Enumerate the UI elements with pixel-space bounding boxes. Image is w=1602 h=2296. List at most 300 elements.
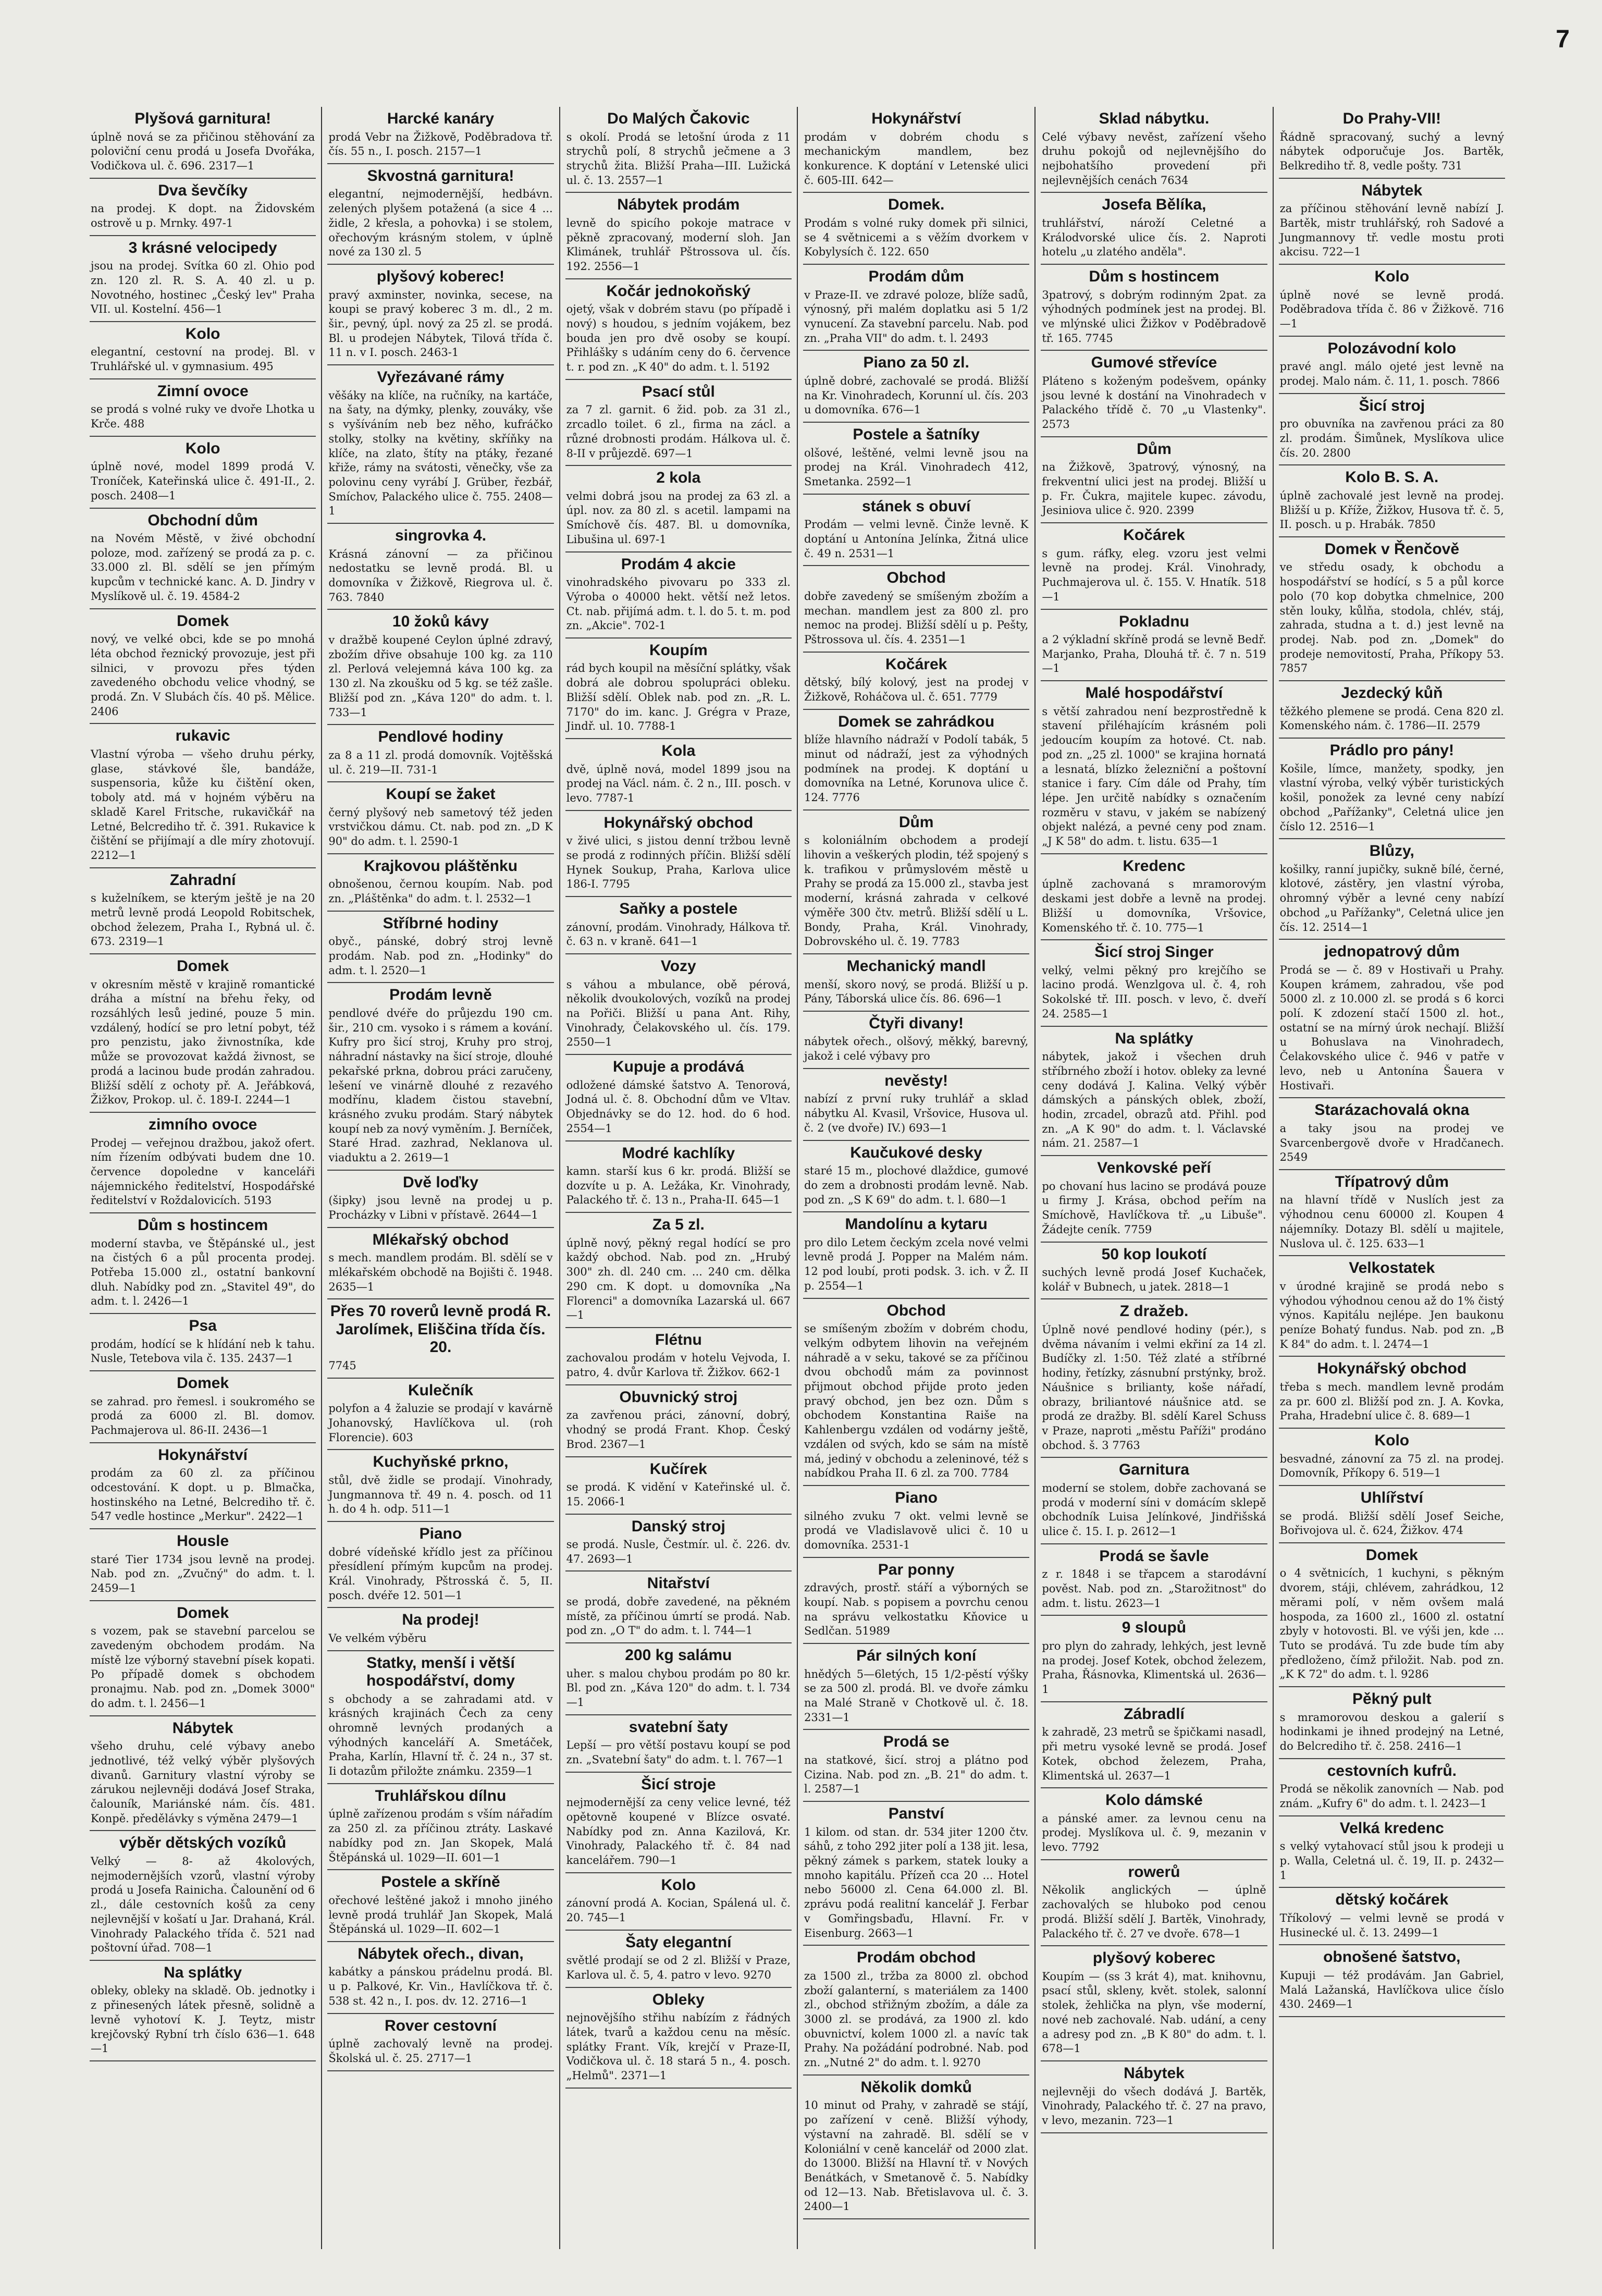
ad-headline: Čtyři divany! (869, 1014, 964, 1032)
ad-text: prodám za 60 zl. za příčinou odcestování. K dopt. u p. Blmačka, hostinského na Letné, Belcrediho tř. č. 547 vedle hostince „Merkur". 2422—1 (91, 1467, 315, 1523)
ad-text: za zavřenou práci, zánovní, dobrý, vhodný se prodá Frant. Khop. Český Brod. 2367—1 (566, 1409, 791, 1451)
ad-headline: Koupí se žaket (386, 785, 496, 803)
ad-headline: Obchod (886, 569, 946, 587)
classified-ad (803, 710, 1029, 811)
classified-ad (327, 1870, 553, 1942)
ad-column-6 (1277, 107, 1510, 2249)
classified-ad (565, 811, 792, 897)
ad-text: pro plyn do zahrady, lehkých, jest levně na prodej. Josef Kotek, obchod železem, Praha, Řásnovka, Klimentská ul. 2636—1 (1042, 1639, 1266, 1696)
classified-ad (565, 639, 792, 739)
ad-text: se prodá. Bližší sdělí Josef Seiche, Bořivojova ul. č. 624, Žižkov. 474 (1279, 1509, 1504, 1537)
ad-headline: Modré kachlíky (622, 1144, 735, 1162)
ad-text: uher. s malou chybou prodám po 80 kr. Bl. pod zn. „Káva 120" do adm. t. l. 734—1 (566, 1667, 791, 1709)
ad-text: s koloniálním obchodem a prodejí lihovin a veškerých plodin, též spojený s k. trafikou v průmyslovém městě u Prahy se prodá za 15.000 zl., stavba jest moderní, krásná zahrada v celkové výměře 300 čtv. metrů. Bližší sdělí u L. Bondy, Praha, Král. Vinohrady, Dobrovského ul. č. 19. 7783 (804, 834, 1029, 948)
classified-ad (1279, 107, 1505, 179)
ad-headline: Dům (898, 813, 934, 831)
classified-ad (803, 265, 1029, 351)
ad-text: zánovní, prodám. Vinohrady, Hálkova tř. č. 63 n. v kraně. 641—1 (566, 920, 791, 948)
classified-ad (803, 1212, 1029, 1298)
classified-ad (327, 1942, 553, 2014)
ad-headline: Nábytek (1124, 2065, 1185, 2082)
ad-headline: Nábytek prodám (617, 196, 740, 214)
classified-ad (565, 380, 792, 466)
classified-ad (327, 524, 553, 610)
ad-headline: Rover cestovní (384, 2017, 497, 2034)
ad-headline: Kolo B. S. A. (1345, 469, 1439, 486)
ad-headline: Kulečník (408, 1381, 474, 1399)
ad-text: Ve velkém výběru (328, 1631, 427, 1644)
ad-text: pro obuvníka na zavřenou práci za 80 zl. prodám. Šimůnek, Myslíkova ulice čís. 20. 2800 (1279, 418, 1504, 459)
classified-ad (803, 2076, 1029, 2219)
classified-ad (327, 610, 553, 725)
classified-ad (803, 107, 1029, 193)
ad-headline: dětský kočárek (1335, 1891, 1449, 1909)
classified-ad (90, 1371, 316, 1443)
ad-headline: Domek (1365, 1546, 1418, 1564)
ad-headline: Hokynářský obchod (603, 814, 754, 831)
ad-text: 7745 (328, 1359, 356, 1372)
ad-text: na hlavní třídě v Nuslích jest za výhodnou cenu 60000 zl. Koupen 4 nájemníky. Dotazy Bl. sdělí u majitele, Nuslova ul. č. 125. 633—1 (1279, 1194, 1504, 1250)
ad-headline: Prodám dům (868, 268, 964, 286)
ad-headline: Dvě loďky (403, 1173, 478, 1191)
classified-ad (327, 164, 553, 265)
ad-text: obleky, obleky na skladě. Ob. jednotky i z přinesených látek přesně, solidně a levně vyhotoví K. J. Teytz, mistr krejčovský Rybní trh číslo 636—1. 648—1 (91, 1984, 315, 2055)
classified-ad (565, 1773, 792, 1873)
classified-ad (90, 1529, 316, 1601)
classified-ad (1041, 2061, 1267, 2133)
ad-headline: Saňky a postele (619, 900, 738, 918)
ad-text: zánovní prodá A. Kocian, Spálená ul. č. 20. 745—1 (566, 1897, 791, 1924)
classified-ad (1041, 265, 1267, 351)
ad-text: na statkové, šicí. stroj a plátno pod Cizina. Nab. pod zn. „B. 21" do adm. t. l. 2587—1 (804, 1753, 1029, 1796)
classified-ad (565, 1643, 792, 1715)
ad-text: velmi dobrá jsou na prodej za 63 zl. a úpl. nov. za 80 zl. s acetil. lampami na Smíchově čís. 487. Bl. u domovníka, Libušina ul. 697-1 (566, 489, 791, 546)
ad-text: odložené dámské šatstvo A. Tenorová, Jodná ul. č. 8. Obchodní dům ve Vltav. Objednávky se do 12. hod. do 6 hod. 2554—1 (566, 1078, 791, 1135)
classified-ad (1279, 1816, 1505, 1888)
ad-headline: Hokynářství (871, 110, 962, 127)
ad-text: v úrodné krajině se prodá nebo s výhodou výhodnou cenou až do 1% čistý výnos. Kapitálu nejlépe. Jen baukonu peníze Bohatý fundus. Nab. pod zn. „B K 84" do adm. t. l. 2474—1 (1279, 1280, 1504, 1350)
classified-ad (327, 265, 553, 365)
ad-headline: Statky, menší i větší hospodářství, domy (366, 1654, 515, 1690)
classified-ad (327, 1784, 553, 1870)
ad-text: těžkého plemene se prodá. Cena 820 zl. Komenského nám. č. 1786—II. 2579 (1279, 705, 1504, 732)
classified-ad (1279, 394, 1505, 466)
ad-text: Koupím — (ss 3 krát 4), mat. knihovnu, psací stůl, skleny, květ. stolek, salonní stolek, žehlička na plyn, vše moderní, nové neb zachovalé. Nab. udání, a ceny a adresy pod zn. „B K 80" do adm. t. l. 678—1 (1042, 1970, 1266, 2055)
classified-ad (565, 1055, 792, 1141)
ad-text: se prodá, dobře zavedené, na pěkném místě, za příčinou úmrtí se prodá. Nab. pod zn. „O T" do adm. t. l. 744—1 (566, 1595, 791, 1637)
ad-text: se zahrad. pro řemesl. i soukromého se prodá za 6000 zl. Bl. domov. Pachmajerova ul. 86-II. 2436—1 (91, 1395, 315, 1437)
classified-ad (803, 495, 1029, 567)
ad-headline: Venkovské peří (1097, 1159, 1211, 1177)
classified-ad (1279, 465, 1505, 537)
ad-text: silného zvuku 7 okt. velmi levně se prodá ve Vladislavově ulici č. 10 u domovníka. 2531-1 (804, 1509, 1029, 1551)
classified-ad (1041, 610, 1267, 682)
classified-ad (565, 897, 792, 954)
ad-headline: Kupuje a prodává (612, 1058, 744, 1076)
ad-headline: Dům (1137, 440, 1172, 458)
ad-headline: Koupím (649, 641, 708, 659)
classified-ad (90, 724, 316, 868)
ad-text: úplně zachovalé jest levně na prodej. Bližší u p. Kříže, Žižkov, Husova tř. č. 5, II. posch. u p. Hrabák. 7850 (1279, 489, 1504, 531)
ad-headline: plyšový koberec! (376, 268, 505, 286)
ad-headline: Malé hospodářství (1085, 684, 1223, 702)
ad-text: 10 minut od Prahy, v zahradě se stájí, po zařízení v ceně. Bližší výhody, výstavní na zahradě. Bl. sdělí se v Koloniální v ceně kancelář od 2000 zlat. do 13000. Bližší na Hlavní tř. v Nových Benátkách, v Smetanově č. 5. Nabídky od 12—13. Nab. Břetislavova ul. č. 3. 2400—1 (804, 2099, 1029, 2213)
ad-text: za 7 zl. garnit. 6 žid. pob. za 31 zl., zrcadlo toilet. 6 zl., firma na zácl. a různé drobnosti prodám. Hálkova ul. č. 8-II v průjezdě. 697—1 (566, 403, 791, 460)
ad-headline: Gumové střevíce (1091, 354, 1217, 372)
ad-text: se prodá. Nusle, Čestmír. ul. č. 226. dv. 47. 2693—1 (566, 1538, 791, 1565)
classified-ad (803, 1644, 1029, 1730)
ad-text: blíže hlavního nádraží v Podolí tabák, 5 minut od nádraží, jest za výhodných podmínek na prodej. K doptání u domovníka na Letné, Korunova ulice č. 124. 7776 (804, 733, 1029, 804)
ad-headline: výběr dětských vozíků (119, 1834, 287, 1852)
ad-headline: Mechanický mandl (846, 957, 986, 975)
ad-headline: Piano za 50 zl. (863, 354, 969, 372)
ad-text: moderní se stolem, dobře zachovaná se prodá v moderní síni v domácím sklepě obchodník Luisa Jelínkové, Jindřišská ulice č. 15. I. p. 2612—1 (1042, 1481, 1266, 1538)
ad-text: nábytek, jakož i všechen druh stříbrného zboží i hotov. obleky za levné ceny dodává J. Kalina. Velký výběr dámských a pánských oblek, zboží, hodin, zrcadel, obrazů atd. Přihl. pod zn. „A K 90" do adm. t. l. Václavské nám. 21. 2587—1 (1042, 1050, 1266, 1150)
classified-ad (803, 1802, 1029, 1946)
ad-text: Prodá se několik zanovních — Nab. pod znám. „Kufry 6" do adm. t. l. 2423—1 (1279, 1783, 1504, 1810)
ad-headline: Na splátky (1115, 1029, 1193, 1047)
classified-ad (1041, 523, 1267, 609)
classified-ad (90, 1601, 316, 1716)
classified-ad (565, 279, 792, 380)
ad-text: věšáky na klíče, na ručníky, na kartáče, na šaty, na dýmky, plenky, zouváky, vše s vyšíváním neb bez něho, kufráčko stolky, stolky na květiny, skříňky na klíče, na zlato, štíty na ptáky, řezané křiže, rámy na svátosti, věnečky, vše za polovinu ceny vyrábí J. Grüber, řezbář, Smíchov, Palackého ulice č. 755. 2408—1 (328, 389, 553, 518)
ad-headline: Velkostatek (1349, 1259, 1435, 1277)
ad-headline: Dům s hostincem (1089, 268, 1219, 286)
classified-ad (565, 466, 792, 552)
ad-text: Lepší — pro větší postavu koupí se pod zn. „Svatební šaty" do adm. t. l. 767—1 (566, 1739, 791, 1766)
ad-text: Řádně spracovaný, suchý a levný nábytek odporučuje Jos. Bartěk, Belkrediho tř. 8, vedle pošty. 731 (1279, 130, 1504, 172)
ad-text: Prodej — veřejnou dražbou, jakož ofert. ním řízením odbývati budem dne 10. července dopoledne v kanceláři nájemnického ředitelství, Hospodářské ředitelství v Roždalovicích. 5193 (91, 1136, 315, 1207)
ad-headline: Kolo (185, 325, 220, 342)
ad-text: černý plyšový neb sametový též jeden vrstvičkou dámu. Ct. nab. pod zn. „D K 90" do adm. t. l. 2590-1 (328, 806, 553, 848)
classified-ad (1041, 1544, 1267, 1616)
ad-text: pravé angl. málo ojeté jest levně na prodej. Malo nám. č. 11, 1. posch. 7866 (1279, 360, 1504, 387)
ad-headline: Z dražeb. (1119, 1303, 1189, 1320)
ad-headline: Uhlířství (1360, 1489, 1423, 1506)
ad-headline: nevěsty! (884, 1072, 948, 1089)
ad-text: dobře zavedený se smíšeným zbožím a mechan. mandlem jest za 800 zl. pro nemoc na prodej. Bližší sdělí u p. Pešty, Pštrossova ul. čís. 4. 2351—1 (804, 590, 1029, 646)
classified-ad (327, 1228, 553, 1300)
classified-ad (565, 552, 792, 639)
ad-text: hnědých 5—6letých, 15 1/2-pěstí výšky se za 500 zl. prodá. Bl. ve dvoře zámku na Malé Straně v Chotkově ul. č. 18. 2331—1 (804, 1667, 1029, 1724)
ad-text: Krásná zánovní — za přičinou nedostatku se levně prodá. Bl. u domovníka v Žižkově, Riegrova ul. č. 763. 7840 (328, 547, 553, 604)
ad-headline: Zimní ovoce (157, 382, 249, 400)
classified-ad (565, 1873, 792, 1931)
ad-text: za 8 a 11 zl. prodá domovník. Vojtěšská ul. č. 219—II. 731-1 (328, 748, 553, 776)
ad-text: v okresním městě v krajině romantické dráha a místní na břehu řeky, od rozsáhlých lesů jediné, pouze 5 min. vzdálený, hodící se pro letní pobyt, též pro penzistu, jako živnostníka, kde může se provozovat každá živnost, se prodá a lacinou bude prodán zahradou. Bližší sdělí z ochoty př. A. Jeřábková, Žižkov, Prokop. ul. č. 189-I. 2244—1 (91, 978, 315, 1107)
classified-ad (90, 107, 316, 179)
ad-headline: Kolo (185, 439, 220, 457)
ad-text: s obchody a se zahradami atd. v krásných krajinách Čech za ceny ohromně levných prodaných a výhodných kanceláří A. Smetáček, Praha, Karlín, Hlavní tř. č. 24 n., 37 st. Ii dotazům přiložte známku. 2359—1 (328, 1692, 553, 1778)
classified-ad (1041, 681, 1267, 854)
classified-ad (1279, 940, 1505, 1098)
classified-ads-columns (88, 107, 1510, 2249)
ad-text: v dražbě koupené Ceylon úplné zdravý, zbožím dřive obsahuje 100 kg. za 110 zl. Perlová velejemná káva 100 kg. za 130 zl. Na zkoušku od 5 kg. se též zašle. Bližší pod zn. „Káva 120" do adm. t. l. 733—1 (328, 633, 553, 719)
classified-ad (90, 437, 316, 509)
classified-ad (803, 1141, 1029, 1213)
classified-ad (1041, 854, 1267, 940)
classified-ad (1041, 1243, 1267, 1300)
ad-text: pendlové dvéře do průjezdu 190 cm. šir., 210 cm. vysoko i s rámem a kování. Kufry pro šicí stroj, Kruhy pro stroj, náhradní nástavky na šicí stroje, dlouhé pekařské prkna, dobrou práci zaručeny, lešení ve vinárně dlouhé z rezavého modřínu, kladem čistou stavební, krásného zvuku prodám. Starý nábytek koupí neb za nový vyměním. J. Berníček, Staré Hrad. zazhrad, Neklanova ul. viaduktu a 2. 2619—1 (328, 1006, 553, 1164)
ad-headline: Kočárek (885, 655, 947, 673)
ad-headline: Vozy (660, 957, 696, 975)
ad-headline: Dva ševčíky (158, 181, 248, 199)
ad-headline: obnošené šatstvo, (1323, 1948, 1461, 1966)
ad-text: polyfon a 4 žaluzie se prodají v kavárně Johanovský, Havlíčkova ul. (roh Florencie). 603 (328, 1402, 553, 1444)
ad-text: Velký — 8- až 4kolových, nejmodernějších vzorů, vlastní výroby prodá u Josefa Rainicha. Čalounění od 6 zl., dále cestovních košů za ceny nejlevnější v košatí u Jar. Drahaná, Král. Vinohrady Palackého třída č. 521 nad poštovní úřad. 708—1 (91, 1855, 315, 1955)
classified-ad (327, 983, 553, 1170)
ad-text: Tříkolový — velmi levně se prodá v Husinecké ul. č. 13. 2499—1 (1279, 1911, 1504, 1939)
ad-text: košilky, ranní jupičky, sukně bílé, černé, klotové, zástěry, jen vlastní výroba, ohromný výběr a levné ceny nabízí obchod „u Pařížanky", Celetná ulice jen čís. 12. 2514—1 (1279, 863, 1504, 934)
ad-headline: Kaučukové desky (850, 1144, 982, 1161)
classified-ad (327, 1608, 553, 1651)
ad-headline: Přes 70 roverů levně prodá R. Jarolímek, Eliščina třída čís. 20. (330, 1303, 551, 1356)
ad-text: v Praze-II. ve zdravé poloze, blíže sadů, výnosný, při malém doplatku asi 5 1/2 vynucení. Za stavební parcelu. Nab. pod zn. „Praha VII" do adm. t. l. 2493 (804, 288, 1029, 345)
classified-ad (1279, 1486, 1505, 1543)
classified-ad (327, 854, 553, 912)
classified-ad (803, 811, 1029, 954)
ad-headline: Pendlové hodiny (378, 728, 503, 746)
ad-headline: 3 krásné velocipedy (128, 239, 277, 256)
ad-headline: Zahradní (169, 871, 236, 889)
ad-headline: Šicí stroje (641, 1775, 716, 1793)
classified-ad (1041, 1458, 1267, 1544)
classified-ad (327, 1450, 553, 1522)
ad-headline: Domek (177, 1374, 229, 1392)
ad-text: o 4 světnicích, 1 kuchyni, s pěkným dvorem, stáji, chlévem, zahrádkou, 12 měrami polí, v něm ovšem malá hospoda, za 1600 zl., 1600 zl. ostatní zbyly v hotovosti. Bl. ve výši jen, kde ... Tuto se prodává. Tu zde bude tím aby předloženo, čímž přiložit. Nab. pod zn. „K K 72" do adm. t. l. 9286 (1279, 1567, 1504, 1681)
ad-text: s okolí. Prodá se letošní úroda z 11 strychů polí, 8 strychů ječmene a 3 strychů žita. Bližší Praha—III. Lužická ul. č. 13. 2557—1 (566, 130, 791, 187)
ad-headline: Domek. (888, 196, 945, 214)
classified-ad (327, 1651, 553, 1784)
ad-headline: 2 kola (656, 469, 701, 487)
classified-ad (565, 1571, 792, 1643)
ad-column-5 (1039, 107, 1273, 2249)
ad-text: obyč., pánské, dobrý stroj levně prodám. Nab. pod zn. „Hodinky" do adm. t. l. 2520—1 (328, 935, 553, 977)
ad-headline: Sklad nábytku. (1099, 110, 1210, 127)
ad-headline: cestovních kufrů. (1327, 1762, 1457, 1779)
ad-text: po chovaní hus lacino se prodává pouze u firmy J. Krása, obchod peřím na Smíchově, Havlíčkova tř. „u Libuše". Žádejte ceník. 7759 (1042, 1180, 1266, 1236)
ad-text: s váhou a mbulance, obě pérová, několik dvoukolových, vozíků na prodej na Pořiči. Bližší u pana Ant. Rihy, Vinohrady, Čelakovského ul. čís. 179. 2550—1 (566, 978, 791, 1049)
ad-text: prodám v dobrém chodu s mechanickým mandlem, bez konkurence. K doptání v Letenské ulici č. 605-III. 642— (804, 130, 1029, 187)
ad-column-1 (88, 107, 322, 2249)
classified-ad (803, 1012, 1029, 1069)
ad-headline: Prodám 4 akcie (621, 555, 736, 573)
ad-headline: Obchod (886, 1302, 946, 1319)
ad-text: Prodám — velmi levně. Činže levně. K doptání u Antonína Jelínka, Žitná ulice č. 49 n. 2531—1 (804, 518, 1029, 560)
ad-headline: Nábytek (172, 1719, 233, 1737)
ad-headline: Prodám levně (389, 986, 492, 1004)
classified-ad (1279, 1543, 1505, 1687)
ad-headline: Velká kredenc (1339, 1819, 1444, 1837)
ad-headline: Mlékařský obchod (372, 1231, 509, 1248)
ad-text: Vlastní výroba — všeho druhu pérky, glase, stávkové šle, bandáže, suspensoria, kůže ku čištění oken, toboly atd. má v hojném výběru na skladě Karel Fritsche, rukavičkář na Letné, Belcrediho tř. č. 391. Rukavice k čištění se přijímají a dle míry zhotovují. 2212—1 (91, 747, 315, 862)
classified-ad (90, 236, 316, 322)
classified-ad (1041, 1156, 1267, 1242)
ad-text: 3patrový, s dobrým rodinným 2pat. za výhodných podmínek jest na prodej. Bl. ve mlýnské ulici Žižkov v Poděbradově tř. 165. 7745 (1042, 288, 1266, 345)
ad-headline: Domek (177, 612, 229, 630)
classified-ad (803, 653, 1029, 710)
ad-headline: Garnitura (1118, 1461, 1189, 1479)
classified-ad (565, 1141, 792, 1213)
ad-headline: Pokladnu (1118, 612, 1189, 630)
ad-text: pravý axminster, novinka, secese, na koupi se pravý koberec 3 m. dl., 2 m. šir., pevný, úpl. nový za 25 zl. se prodá. Bl. u prodejen Nábytek, Tilová třída č. 11 n. v I. posch. 2463-1 (328, 288, 553, 359)
ad-headline: Par ponny (878, 1561, 955, 1578)
ad-text: nový, ve velké obci, kde se po mnohá léta obchod řeznický provozuje, jest při silnici, v provozu přes týden zavedeného obchodu velice vhodný, se prodá. Zn. V Slubách čís. 40 pš. Mělice. 2406 (91, 633, 315, 718)
ad-headline: singrovka 4. (395, 527, 487, 545)
ad-text: besvadné, zánovní za 75 zl. na prodej. Domovník, Příkopy 6. 519—1 (1279, 1452, 1504, 1480)
ad-text: se prodá s volné ruky ve dvoře Lhotka u Krče. 488 (91, 403, 315, 431)
classified-ad (327, 725, 553, 782)
classified-ad (1279, 537, 1505, 681)
ad-text: moderní stavba, ve Štěpánské ul., jest na čistých 6 a půl procenta prodej. Potřeba 15.000 zl., ostatní bankovní dluh. Nabídky pod zn. „Stavitel 49", do adm. t. l. 2426—1 (91, 1237, 315, 1308)
classified-ad (90, 954, 316, 1113)
ad-text: s vozem, pak se stavební parcelou se zavedeným obchodem prodám. Na místě lze výborný stavební písek kopati. Po případě domek s obchodem pronajmu. Nab. pod zn. „Domek 3000" do adm. t. l. 2456—1 (91, 1625, 315, 1710)
ad-text: se prodá. K vidění v Kateřinské ul. č. 15. 2066-1 (566, 1481, 791, 1508)
ad-headline: Jezdecký kůň (1341, 684, 1443, 702)
ad-headline: Stříbrné hodiny (383, 914, 499, 932)
ad-text: na Novém Městě, v živé obchodní poloze, mod. zařízený se prodá za p. c. 33.000 zl. Bl. sdělí se jen přímým kupcům v technické kanc. A. D. Jindry v Myslíkově ul. č. 19. 4584-2 (91, 532, 315, 603)
ad-column-4 (801, 107, 1036, 2249)
classified-ad (565, 739, 792, 811)
classified-ad (1041, 1616, 1267, 1702)
ad-text: nabízí z první ruky truhlář a sklad nábytku Al. Kvasil, Vršovice, Husova ul. č. 2 (ve dvoře) IV.) 693—1 (804, 1092, 1029, 1134)
ad-text: úplně zachovaná s mramorovým deskami jest dobře a levně na prodej. Bližší u domovníka, Vršovice, Komenského tř. č. 10. 775—1 (1042, 878, 1266, 934)
classified-ad (1279, 337, 1505, 394)
ad-headline: Housle (177, 1532, 229, 1550)
page-number: 7 (1556, 26, 1570, 53)
ad-text: velký, velmi pěkný pro krejčího se lacino prodá. Wenzlgova ul. č. 4, roh Sokolské tř. III. posch. v levo, č. dveří 24. 2585—1 (1042, 964, 1266, 1020)
ad-headline: Nábytek (1361, 181, 1423, 199)
ad-headline: jednopatrový dům (1324, 943, 1460, 961)
ad-text: Celé výbavy nevěst, zařízení všeho druhu pokojů od nejlevnějšího do nejbohatšího provedení při nejlevnějších cenách 7634 (1042, 130, 1266, 187)
ad-text: Pláteno s koženým podešvem, opánky jsou levné k dostání na Vinohradech v Palackého třídě č. 70 „u Vlastenky". 2573 (1042, 374, 1266, 431)
ad-text: úplně nová se za přičinou stěhování za poloviční cenu prodá u Josefa Dvořáka, Vodičkova ul. č. 696. 2317—1 (91, 130, 315, 172)
classified-ad (565, 1385, 792, 1457)
ad-headline: Piano (419, 1525, 462, 1542)
ad-text: dobré vídeňské křídlo jest za příčinou přesídlení přímým kupcům na prodej. Král. Vinohrady, Pštrosská č. 5, II. posch. dvéře 12. 501—1 (328, 1545, 553, 1602)
ad-headline: Flétnu (655, 1331, 702, 1348)
ad-text: a 2 výkladní skříně prodá se levně Bedř. Marjanko, Praha, Dlouhá tř. č. 7 n. 519—1 (1042, 633, 1266, 675)
classified-ad (803, 1558, 1029, 1644)
classified-ad (1279, 1945, 1505, 2017)
ad-headline: Josefa Bělíka, (1102, 196, 1206, 214)
classified-ad (1279, 1687, 1505, 1759)
ad-text: staré 15 m., plochové dlaždice, gumové do zem a drobnosti prodám levně. Nab. pod zn. „S K 69" do adm. t. l. 680—1 (804, 1164, 1029, 1206)
ad-headline: Kolo (1374, 1432, 1410, 1450)
ad-text: v živé ulici, s jistou denní tržbou levně se prodá z rodinných příčin. Bližší sdělí Hynek Soukup, Praha, Karlova ulice 186-I. 7795 (566, 834, 791, 891)
classified-ad (1279, 739, 1505, 839)
ad-text: s mech. mandlem prodám. Bl. sdělí se v mlékařském obchodě na Bojišti č. 1948. 2635—1 (328, 1251, 553, 1293)
ad-text: úplně zařízenou prodám s vším nářadím za 250 zl. za příčinou ztráty. Laskavé nabídky pod zn. Jan Skopek, Malá Štěpánská ul. 1029—II. 601—1 (328, 1808, 553, 1864)
ad-text: úplně nové se levně prodá. Poděbradova třída č. 86 v Žižkově. 716—1 (1279, 288, 1504, 330)
ad-headline: Kola (661, 742, 696, 760)
ad-text: truhlářství, nároží Celetné a Králodvorské ulice čís. 2. Naproti hotelu „u zlatého anděla". (1042, 216, 1266, 259)
ad-text: menší, skoro nový, se prodá. Bližší u p. Pány, Táborská ulice čís. 86. 696—1 (804, 978, 1029, 1005)
classified-ad (565, 954, 792, 1055)
classified-ad (803, 423, 1029, 495)
ad-headline: Do Malých Čakovic (607, 110, 750, 127)
ad-headline: Do Prahy-VII! (1342, 110, 1441, 127)
ad-text: Několik anglických — úplně zachovalých se hluboko pod cenou prodá. Bližší sdělí J. Bartěk, Vinohrady, Palackého tř. č. 27 ve dvoře. 678—1 (1042, 1884, 1266, 1940)
classified-ad (1279, 681, 1505, 739)
ad-text: k zahradě, 23 metrů se špičkami nasadl, při metru vysoké levně se prodá. Josef Kotek, obchod železem, Praha, Klimentská ul. 2637—1 (1042, 1726, 1266, 1782)
ad-text: ve středu osady, k obchodu a hospodářství se hodící, s 5 a půl korce polo (70 kop dobytka chmelnice, 200 stěn louky, kůlňa, stodola, chlév, stáj, zahrada, studna a t. d.) jest levně na prodej. Nab. pod zn. „Domek" do prodeje nemovitostí, Praha, Příkopy 53. 7857 (1279, 561, 1504, 675)
ad-headline: Kočár jednokoňský (606, 282, 751, 300)
ad-text: suchých levně prodá Josef Kuchaček, kolář v Bubnech, u jatek. 2818—1 (1042, 1266, 1266, 1293)
ad-headline: Několik domků (860, 2078, 972, 2096)
ad-headline: Krajkovou pláštěnku (363, 857, 518, 875)
classified-ad (1041, 1788, 1267, 1860)
ad-text: kamn. starší kus 6 kr. prodá. Bližší se dozvíte u p. A. Ležáka, Kr. Vinohrady, Palackého tř. č. 13 n., Praha-II. 645—1 (566, 1165, 791, 1207)
ad-text: prodám, hodící se k hlídání neb k tahu. Nusle, Tetebova vila č. 135. 2437—1 (91, 1337, 315, 1365)
ad-headline: Starázachovalá okna (1314, 1101, 1470, 1119)
ad-headline: svatební šaty (629, 1718, 728, 1736)
ad-headline: Kočárek (1123, 526, 1185, 544)
classified-ad (90, 1213, 316, 1314)
ad-text: elegantní, nejmodernější, hedbávn. zelených plyšem potažená (a sice 4 ... židle, 2 křesla, a pohovka) i se stolem, ořechovým krásným stolem, v úplně nové za 130 zl. 5 (328, 188, 553, 259)
ad-headline: Zábradlí (1124, 1705, 1185, 1723)
ad-text: Prodám s volné ruky domek při silnici, se 4 světnicemi a s věžím dvorkem v Kobylysích č. 122. 650 (804, 216, 1029, 259)
ad-text: na Žižkově, 3patrový, výnosný, na frekventní ulici jest na prodej. Bližší u p. Fr. Čukra, majitele kupec. závodu, Jesiniova ulice č. 920. 2399 (1042, 461, 1266, 517)
ad-headline: Nábytek ořech., divan, (358, 1945, 524, 1962)
ad-headline: Kolo dámské (1105, 1791, 1203, 1809)
ad-text: obnošenou, černou koupím. Nab. pod zn. „Pláštěnka" do adm. t. l. 2532—1 (328, 878, 553, 905)
ad-text: pro dilo Letem čeckým zcela nové velmi levně prodá J. Popper na Malém nám. 12 pod loubí, proti podsk. 3. ich. v Ž. II p. 2554—1 (804, 1236, 1029, 1292)
classified-ad (1041, 351, 1267, 437)
ad-headline: Postele a skříně (381, 1873, 500, 1891)
ad-text: ořechové leštěné jakož i mnoho jiného levně prodá truhlář Jan Skopek, Malá Štěpánská ul. 1029—II. 602—1 (328, 1894, 553, 1936)
ad-headline: Za 5 zl. (652, 1216, 705, 1234)
classified-ad (90, 868, 316, 954)
ad-text: olšové, leštěné, velmi levně jsou na prodej na Král. Vinohradech 412, Smetanka. 2592—1 (804, 446, 1029, 488)
classified-ad (1279, 1888, 1505, 1945)
classified-ad (565, 1715, 792, 1773)
ad-headline: Prodám obchod (856, 1949, 976, 1967)
ad-text: Kupuji — též prodávám. Jan Gabriel, Malá Lažanská, Havlíčkova ulice číslo 430. 2469—1 (1279, 1969, 1504, 2011)
classified-ad (1279, 1357, 1505, 1429)
classified-ad (90, 1831, 316, 1961)
classified-ad (1041, 1702, 1267, 1788)
ad-headline: Blůzy, (1369, 842, 1414, 860)
ad-headline: 10 žoků kávy (392, 613, 489, 631)
classified-ad (327, 1522, 553, 1608)
ad-text: s větší zahradou není bezprostředně k stavení přiléhajícím krásném poli jedoucím koupím za hotové. Ct. nab. pod zn. „25 zl. 1000" se krajina hornatá a lesnatá, blízko železniční a poštovní stanice i fary. Cím dále od Prahy, tím lépe. Jen určitě nabídky s označením rozměru v stavu, v jakém se nabízený objekt nalézá, a pevné ceny pod znam. „J K 58" do adm. t. listu. 635—1 (1042, 705, 1266, 848)
ad-headline: Pár silných koní (856, 1647, 977, 1665)
ad-headline: Kolo (661, 1876, 696, 1894)
classified-ad (90, 322, 316, 379)
classified-ad (327, 1299, 553, 1378)
ad-text: všeho druhu, celé výbavy anebo jednotlivé, též velký výběr plyšových divanů. Garnitury vlastní výroby se zárukou nejlevněji dodává Josef Straka, čalouník, Mariánské nám. čís. 481. Konpě. předělávky s výměna 2479—1 (91, 1740, 315, 1825)
ad-headline: Postele a šatníky (853, 426, 980, 444)
classified-ad (565, 193, 792, 279)
ad-text: s gum. ráfky, eleg. vzoru jest velmi levně na prodej. Král. Vinohrady, Puchmajerova ul. č. 155. V. Hnatík. 518—1 (1042, 547, 1266, 603)
classified-ad (803, 1946, 1029, 2076)
classified-ad (90, 1961, 316, 2061)
ad-headline: Skvostná garnitura! (367, 167, 514, 185)
classified-ad (327, 1171, 553, 1228)
classified-ad (1279, 1429, 1505, 1486)
ad-text: s mramorovou deskou a galerií s hodinkami je ihned prodejný na Letné, do Belcrediho tř. č. 258. 2416—1 (1279, 1711, 1504, 1753)
classified-ad (1041, 437, 1267, 523)
ad-headline: Domek (177, 1604, 229, 1622)
ad-headline: Prodá se šavle (1099, 1547, 1209, 1565)
classified-ad (90, 1113, 316, 1213)
ad-text: stůl, dvě židle se prodají. Vinohrady, Jungmannova tř. 49 n. 4. posch. od 11 h. do 4 h. odp. 511—1 (328, 1474, 553, 1516)
ad-headline: Psa (189, 1317, 217, 1335)
ad-text: s velký vytahovací stůl jsou k prodeji u p. Walla, Celetná ul. č. 19, II. p. 2432—1 (1279, 1840, 1504, 1882)
classified-ad (565, 1931, 792, 1988)
ad-headline: Domek v Řenčově (1324, 540, 1460, 558)
